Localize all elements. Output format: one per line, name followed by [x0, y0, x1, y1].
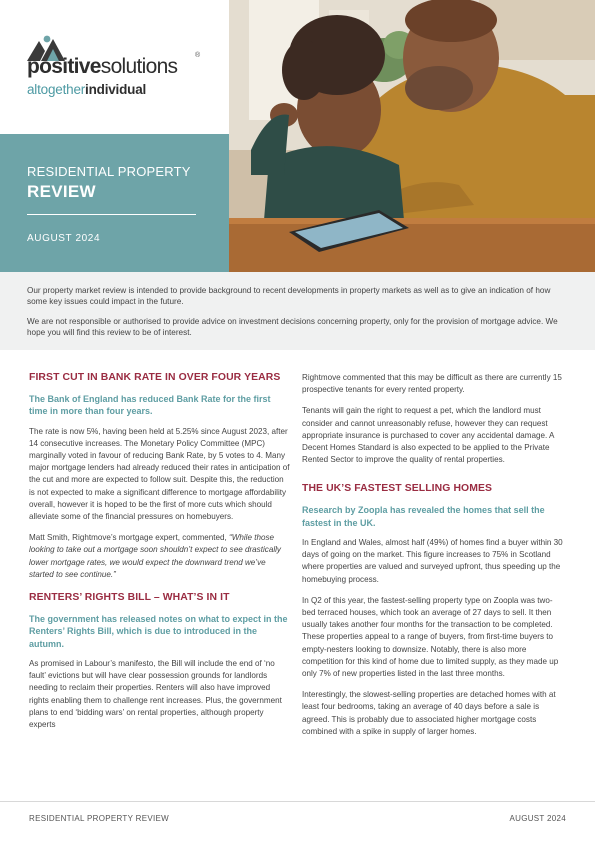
tagline-light: altogether: [27, 82, 86, 97]
logo-wordmark: [27, 55, 177, 79]
footer-date: AUGUST 2024: [509, 814, 566, 823]
left-column: [29, 372, 291, 740]
photo-father-daughter-tablet-icon: [229, 0, 595, 272]
fastest-paragraph-1: In England and Wales, almost half (49%) of homes find a buyer within 30 days of going on the market. This figure increases to 75% in Scotland where properties are valued and surveyed upfront, thus speeding up the homebuying process.: [302, 538, 563, 584]
hero-photo: [229, 0, 595, 272]
intro-paragraph-2: We are not responsible or authorised to provide advice on investment decisions concerning property, only for the provision of mortgage advice. We hope you will find this review to be of interest.: [27, 316, 558, 337]
bank-rate-quote: “While those looking to take out a mortgage soon shouldn’t expect to see drastically lower mortgage rates, we would expect the downward trend we’ve started to see continue.”: [29, 533, 281, 579]
page-title: REVIEW: [27, 182, 96, 201]
logo-word-regular: solutions: [100, 55, 178, 78]
bank-rate-paragraph-2: [29, 532, 291, 581]
title-small: RESIDENTIAL PROPERTY: [27, 164, 191, 179]
title-divider: [27, 214, 196, 215]
tagline-bold: individual: [85, 82, 147, 97]
fastest-paragraph-3: Interestingly, the slowest-selling properties are detached homes with at least four bedrooms, taking an average of 40 days before a sale is agreed. This is probably due to associated higher mortgage costs combined with a spike in supply of larger homes.: [302, 690, 556, 736]
section-heading-fastest: THE UK’S FASTEST SELLING HOMES: [302, 483, 493, 495]
renters-paragraph-2: Rightmove commented that this may be difficult as there are currently 15 prospective tenants for every rented property.: [302, 373, 562, 395]
intro-band: [0, 272, 595, 350]
title-panel: [0, 134, 229, 272]
bank-rate-quote-lead: Matt Smith, Rightmove’s mortgage expert, commented,: [29, 533, 230, 543]
section-sub-bank-rate: The Bank of England has reduced Bank Rate for the first time in more than four years.: [29, 394, 271, 417]
intro-paragraph-1: Our property market review is intended to provide background to recent developments in property markets as well as to give an indication of how some key issues could impact in the future.: [27, 286, 551, 307]
issue-date: AUGUST 2024: [27, 233, 101, 244]
right-column: [302, 372, 564, 747]
brand-logo-area: [0, 0, 229, 134]
logo-word-bold: positive: [27, 55, 101, 78]
fastest-paragraph-2: In Q2 of this year, the fastest-selling property type on Zoopla was two-bed terraced houses, which took an average of 27 days to sell. It then usually takes another four months for the transaction to be completed. These properties appeal to a range of buyers, from first-time buyers to empty-nesters looking to downsize. Notably, there is also more competition for this kind of home due to limited supply, as they made up only 7% of new properties listed in the last three months.: [302, 595, 559, 679]
section-heading-renters: RENTERS’ RIGHTS BILL – WHAT’S IN IT: [29, 592, 230, 604]
renters-paragraph-1: As promised in Labour’s manifesto, the Bill will include the end of ‘no fault’ evictions but will have clear possession grounds for landlords needing to reclaim their properties. Renters will also have improved rights enabling them to challenge rent increases. Plus, the government plans to end ‘bidding wars’ on rental properties, although property experts: [29, 658, 282, 729]
logo-tagline: [27, 82, 146, 97]
renters-paragraph-3: Tenants will gain the right to request a pet, which the landlord must consider and cannot unreasonably refuse, however they can request appropriate insurance is purchased to cover any accidental damage. A Decent Homes Standard is also expected to be applied to the Private Rented Sector to improve the quality of rental properties.: [302, 406, 554, 465]
bank-rate-paragraph-1: The rate is now 5%, having been held at 5.25% since August 2023, after 14 consecutive increases. The Monetary Policy Committee (MPC) marginally voted in favour of reducing Bank Rate, by 5 votes to 4. Many major mortgage lenders had already reduced their rates in anticipation of the cut and more are expected to follow suit. Despite this, the reduction is not expected to make a significant difference to mortgage affordability overall, however it is hoped to be the first of more cuts which should alleviate some of the financial pressures on homebuyers.: [29, 426, 290, 522]
section-sub-renters: The government has released notes on what to expect in the Renters’ Rights Bill, which is due to introduced in the autumn.: [29, 614, 288, 649]
footer-title: RESIDENTIAL PROPERTY REVIEW: [29, 814, 169, 823]
section-heading-bank-rate: FIRST CUT IN BANK RATE IN OVER FOUR YEARS: [29, 372, 281, 383]
footer-divider: [0, 801, 595, 802]
registered-mark: ®: [195, 52, 201, 59]
section-sub-fastest: Research by Zoopla has revealed the homes that sell the fastest in the UK.: [302, 505, 545, 528]
